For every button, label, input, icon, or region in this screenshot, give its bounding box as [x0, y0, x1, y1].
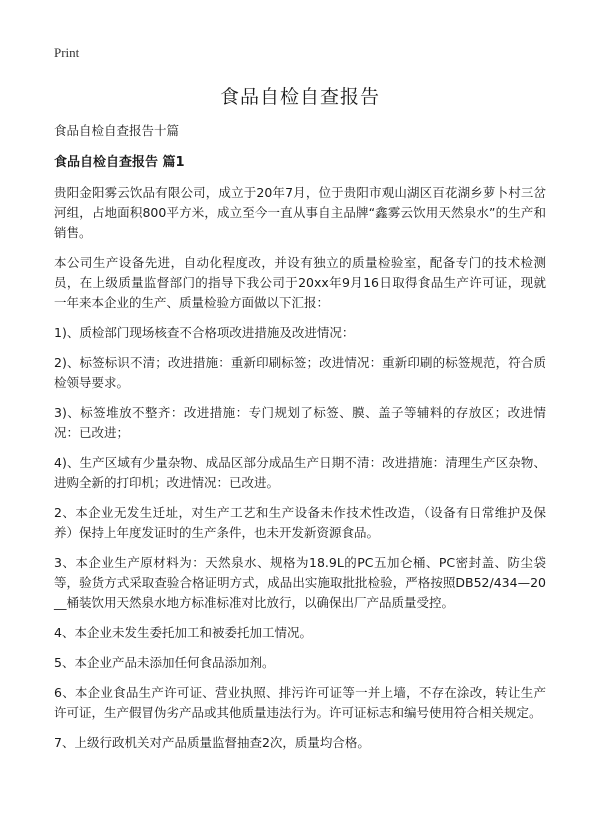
- paragraph: 3)、标签堆放不整齐：改进措施：专门规划了标签、膜、盖子等辅料的存放区；改进情况：已改进；: [54, 405, 546, 440]
- paragraph: 3、本企业生产原材料为：天然泉水、规格为18.9L的PC五加仑桶、PC密封盖、防尘袋等，验货方式采取查验合格证明方式，成品出实施取批批检验，严格按照DB52/434—20__桶装饮用天然泉水地方标准标准对比放行，以确保出厂产品质量受控。: [54, 555, 546, 610]
- document-body: [54, 183, 546, 753]
- paragraph: 2、本企业无发生迁址，对生产工艺和生产设备未作技术性改造，（设备有日常维护及保养）保持上年度发证时的生产条件，也未开发新资源食品。: [54, 505, 546, 540]
- paragraph: 4、本企业未发生委托加工和被委托加工情况。: [54, 625, 312, 640]
- paragraph: 7、上级行政机关对产品质量监督抽查2次，质量均合格。: [54, 735, 370, 750]
- document-title: 食品自检自查报告: [219, 86, 380, 108]
- paragraph: 贵阳金阳雾云饮品有限公司，成立于20年7月，位于贵阳市观山湖区百花湖乡萝卜村三岔河组，占地面积800平方米，成立至今一直从事自主品牌“鑫雾云饮用天然泉水”的生产和销售。: [54, 185, 546, 240]
- section-heading: 食品自检自查报告 篇1: [54, 155, 185, 170]
- print-label: Print: [54, 45, 80, 60]
- paragraph: 2)、标签标识不清；改进措施：重新印刷标签；改进情况：重新印刷的标签规范，符合质检领导要求。: [54, 355, 546, 390]
- paragraph: 4)、生产区域有少量杂物、成品区部分成品生产日期不清：改进措施：清理生产区杂物、进购全新的打印机；改进情况：已改进。: [54, 455, 546, 490]
- paragraph: 5、本企业产品未添加任何食品添加剂。: [54, 655, 275, 670]
- document-subtitle: 食品自检自查报告十篇: [54, 123, 180, 138]
- paragraph: 本公司生产设备先进，自动化程度改，并设有独立的质量检验室，配备专门的技术检测员，在上级质量监督部门的指导下我公司于20xx年9月16日取得食品生产许可证，现就一年来本企业的生产、质量检验方面做以下汇报：: [54, 255, 546, 310]
- paragraph: 1)、质检部门现场核查不合格项改进措施及改进情况：: [54, 325, 355, 340]
- paragraph: 6、本企业食品生产许可证、营业执照、排污许可证等一并上墙，不存在涂改，转让生产许可证，生产假冒伪劣产品或其他质量违法行为。许可证标志和编号使用符合相关规定。: [54, 685, 546, 720]
